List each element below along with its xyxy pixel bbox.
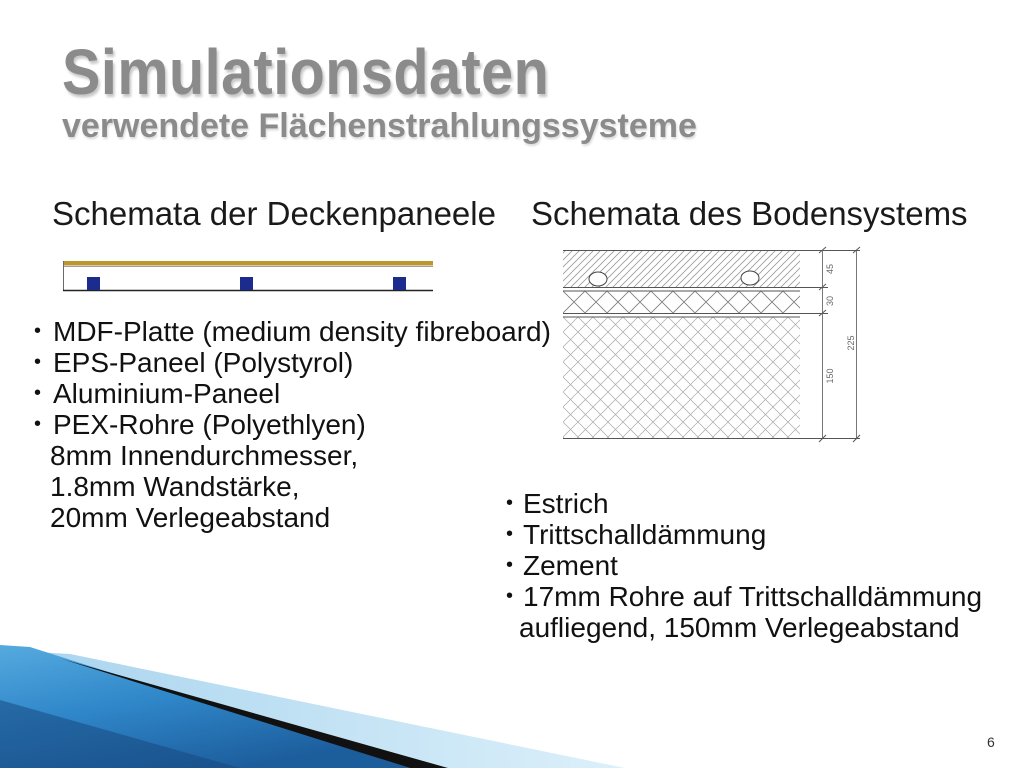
pipe-circle bbox=[589, 272, 607, 286]
bullet-marker: • bbox=[34, 413, 42, 435]
mdf-board-layer bbox=[63, 261, 433, 266]
list-item bbox=[506, 519, 982, 550]
list-item bbox=[506, 488, 982, 519]
bullet-marker: • bbox=[506, 554, 514, 576]
pipe-circle bbox=[741, 271, 759, 285]
list-item bbox=[34, 409, 551, 440]
bullet-marker: • bbox=[506, 492, 514, 514]
bullet-marker: • bbox=[506, 585, 514, 607]
impact-sound-insulation-layer bbox=[563, 291, 800, 313]
list-item-text: 17mm Rohre auf Trittschalldämmung bbox=[523, 581, 983, 612]
bullet-marker: • bbox=[506, 523, 514, 545]
list-item-text: Aluminium-Paneel bbox=[53, 378, 281, 409]
dimension-label: 30 bbox=[825, 295, 835, 307]
list-item-text: Zement bbox=[523, 550, 618, 581]
cement-layer bbox=[563, 317, 800, 438]
ceiling-panel-schematic bbox=[58, 256, 438, 296]
list-item-continuation: 1.8mm Wandstärke, bbox=[50, 471, 300, 502]
floor-system-heading: Schemata des Bodensystems bbox=[531, 195, 968, 232]
list-item-text: MDF-Platte (medium density fibreboard) bbox=[53, 316, 551, 347]
bullet-marker: • bbox=[34, 351, 42, 373]
dimension-label: 225 bbox=[846, 335, 856, 351]
dimension-label: 150 bbox=[825, 368, 835, 384]
ceiling-panel-heading: Schemata der Deckenpaneele bbox=[52, 195, 496, 232]
pex-pipe bbox=[393, 277, 406, 290]
list-item bbox=[34, 316, 551, 347]
slide-title: Simulationsdaten bbox=[62, 36, 550, 108]
floor-system-schematic bbox=[558, 244, 864, 444]
list-item-text: PEX-Rohre (Polyethlyen) bbox=[53, 409, 366, 440]
page-number: 6 bbox=[987, 734, 995, 750]
list-item bbox=[34, 347, 551, 378]
list-item-continuation: aufliegend, 150mm Verlegeabstand bbox=[519, 612, 960, 643]
dimension-label: 45 bbox=[825, 263, 835, 275]
list-item-text: Trittschalldämmung bbox=[523, 519, 767, 550]
bullet-marker: • bbox=[34, 382, 42, 404]
list-item-continuation: 8mm Innendurchmesser, bbox=[50, 440, 359, 471]
ceiling-panel-bullet-list bbox=[34, 316, 551, 533]
list-item-text: EPS-Paneel (Polystyrol) bbox=[53, 347, 354, 378]
list-item bbox=[506, 581, 982, 612]
footer-swoosh-decoration bbox=[0, 640, 640, 768]
floor-system-bullet-list bbox=[506, 488, 982, 643]
list-item bbox=[34, 378, 551, 409]
bullet-marker: • bbox=[34, 320, 42, 342]
pex-pipe bbox=[240, 277, 253, 290]
slide-subtitle: verwendete Flächenstrahlungssysteme bbox=[62, 107, 697, 145]
list-item bbox=[506, 550, 982, 581]
list-item-continuation: 20mm Verlegeabstand bbox=[50, 502, 331, 533]
pex-pipe bbox=[87, 277, 100, 290]
list-item-text: Estrich bbox=[523, 488, 609, 519]
